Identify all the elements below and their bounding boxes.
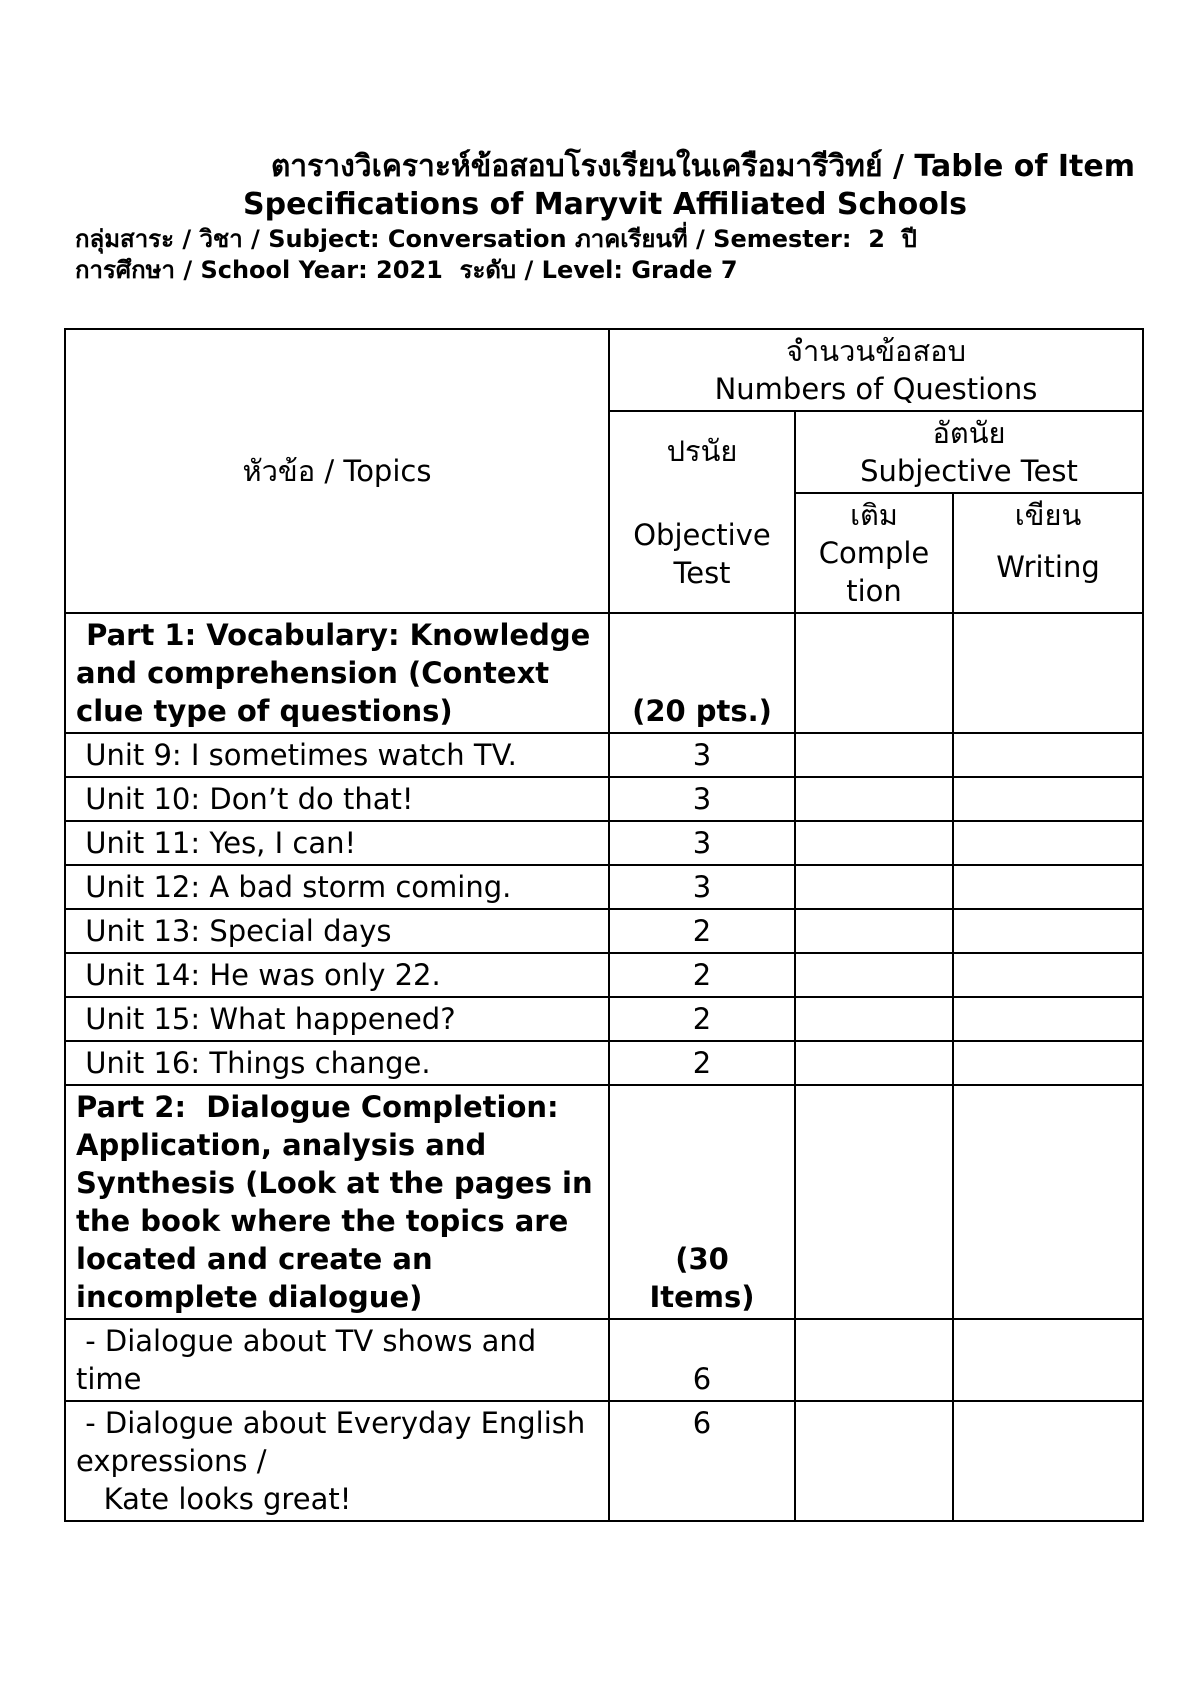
part2-row xyxy=(65,1085,1143,1319)
part2-title: Part 2: Dialogue Completion: Application, analysis and Synthesis (Look at the pages in the book where the topics are located and create an incomplete dialogue) xyxy=(65,1085,609,1319)
numq-header xyxy=(609,329,1143,411)
completion-th: เติม xyxy=(850,498,898,532)
table-row xyxy=(65,1319,1143,1401)
table-row xyxy=(65,865,1143,909)
part2-completion xyxy=(795,1085,953,1319)
unit-writing xyxy=(953,953,1143,997)
unit-completion xyxy=(795,821,953,865)
numq-en: Numbers of Questions xyxy=(714,372,1038,406)
unit-objective: 3 xyxy=(609,821,795,865)
dialogue-writing xyxy=(953,1319,1143,1401)
unit-completion xyxy=(795,953,953,997)
document-header xyxy=(75,148,1135,286)
writing-th: เขียน xyxy=(1014,498,1082,532)
objective-en: Objective Test xyxy=(633,518,771,590)
table-row xyxy=(65,997,1143,1041)
part2-writing xyxy=(953,1085,1143,1319)
unit-completion xyxy=(795,777,953,821)
level-th: ระดับ xyxy=(459,256,517,284)
semester-en: Semester: xyxy=(713,225,852,253)
item-spec-table xyxy=(64,328,1144,1522)
unit-topic: Unit 15: What happened? xyxy=(65,997,609,1041)
level-en: Level: Grade 7 xyxy=(541,256,738,284)
dialogue-topic: - Dialogue about Everyday English expressions / Kate looks great! xyxy=(65,1401,609,1521)
unit-objective: 3 xyxy=(609,733,795,777)
unit-topic: Unit 10: Don’t do that! xyxy=(65,777,609,821)
meta-line-2: การศึกษา / School Year: 2021 ระดับ / Level: Grade 7 xyxy=(75,256,738,284)
objective-header xyxy=(609,411,795,613)
completion-header xyxy=(795,493,953,613)
part1-writing xyxy=(953,613,1143,733)
dialogue-completion xyxy=(795,1401,953,1521)
unit-completion xyxy=(795,997,953,1041)
subject-en: Subject: Conversation xyxy=(268,225,567,253)
title-en-part1: Table of Item xyxy=(914,149,1135,184)
unit-completion xyxy=(795,1041,953,1085)
header-row-1 xyxy=(65,329,1143,411)
subjective-en: Subjective Test xyxy=(860,454,1078,488)
dialogue-completion xyxy=(795,1319,953,1401)
topics-en: Topics xyxy=(343,454,432,488)
unit-completion xyxy=(795,865,953,909)
semester-value: 2 xyxy=(868,225,885,253)
dialogue-writing xyxy=(953,1401,1143,1521)
unit-writing xyxy=(953,777,1143,821)
unit-objective: 3 xyxy=(609,777,795,821)
numq-th: จำนวนข้อสอบ xyxy=(786,334,966,368)
table-row xyxy=(65,821,1143,865)
unit-completion xyxy=(795,909,953,953)
part1-title: Part 1: Vocabulary: Knowledge and comprehension (Context clue type of questions) xyxy=(65,613,609,733)
unit-topic: Unit 11: Yes, I can! xyxy=(65,821,609,865)
meta-line-1: กลุ่มสาระ / วิชา / Subject: Conversation ภาคเรียนที่ / Semester: 2 ปี xyxy=(75,225,917,253)
dialogue-objective: 6 xyxy=(609,1401,795,1521)
part1-row xyxy=(65,613,1143,733)
unit-topic: Unit 14: He was only 22. xyxy=(65,953,609,997)
table-row xyxy=(65,1401,1143,1521)
unit-completion xyxy=(795,733,953,777)
unit-objective: 3 xyxy=(609,865,795,909)
subjective-header xyxy=(795,411,1143,493)
unit-writing xyxy=(953,733,1143,777)
title-line-2: Specifications of Maryvit Affiliated Schools xyxy=(242,187,968,222)
unit-writing xyxy=(953,909,1143,953)
title-thai: ตารางวิเคราะห์ข้อสอบโรงเรียนในเครือมารีวิทย์ xyxy=(270,149,883,184)
unit-objective: 2 xyxy=(609,909,795,953)
table-row xyxy=(65,909,1143,953)
part2-items: (30 Items) xyxy=(609,1085,795,1319)
part1-completion xyxy=(795,613,953,733)
unit-writing xyxy=(953,865,1143,909)
writing-en: Writing xyxy=(996,550,1100,584)
writing-header xyxy=(953,493,1143,613)
subjective-th: อัตนัย xyxy=(932,416,1006,450)
table-row xyxy=(65,777,1143,821)
table-row xyxy=(65,1041,1143,1085)
semester-th: ภาคเรียนที่ xyxy=(574,225,688,253)
topics-th: หัวข้อ xyxy=(242,454,316,488)
table-row xyxy=(65,733,1143,777)
unit-writing xyxy=(953,821,1143,865)
table-row xyxy=(65,953,1143,997)
unit-objective: 2 xyxy=(609,997,795,1041)
subject-th: กลุ่มสาระ xyxy=(75,225,174,253)
topics-header: หัวข้อ / Topics xyxy=(65,329,609,613)
dialogue-topic: - Dialogue about TV shows and time xyxy=(65,1319,609,1401)
year-th-b: การศึกษา xyxy=(75,256,175,284)
objective-th: ปรนัย xyxy=(666,434,738,468)
year-en: School Year: 2021 xyxy=(200,256,443,284)
part1-points: (20 pts.) xyxy=(609,613,795,733)
completion-en: Comple tion xyxy=(818,536,930,608)
unit-topic: Unit 16: Things change. xyxy=(65,1041,609,1085)
subject-th-2: วิชา xyxy=(199,225,243,253)
title-line-1: ตารางวิเคราะห์ข้อสอบโรงเรียนในเครือมารีวิทย์ / Table of Item xyxy=(270,149,1135,184)
year-th-a: ปี xyxy=(901,225,917,253)
unit-writing xyxy=(953,997,1143,1041)
unit-topic: Unit 9: I sometimes watch TV. xyxy=(65,733,609,777)
unit-objective: 2 xyxy=(609,953,795,997)
unit-writing xyxy=(953,1041,1143,1085)
unit-objective: 2 xyxy=(609,1041,795,1085)
unit-topic: Unit 13: Special days xyxy=(65,909,609,953)
unit-topic: Unit 12: A bad storm coming. xyxy=(65,865,609,909)
dialogue-objective: 6 xyxy=(609,1319,795,1401)
